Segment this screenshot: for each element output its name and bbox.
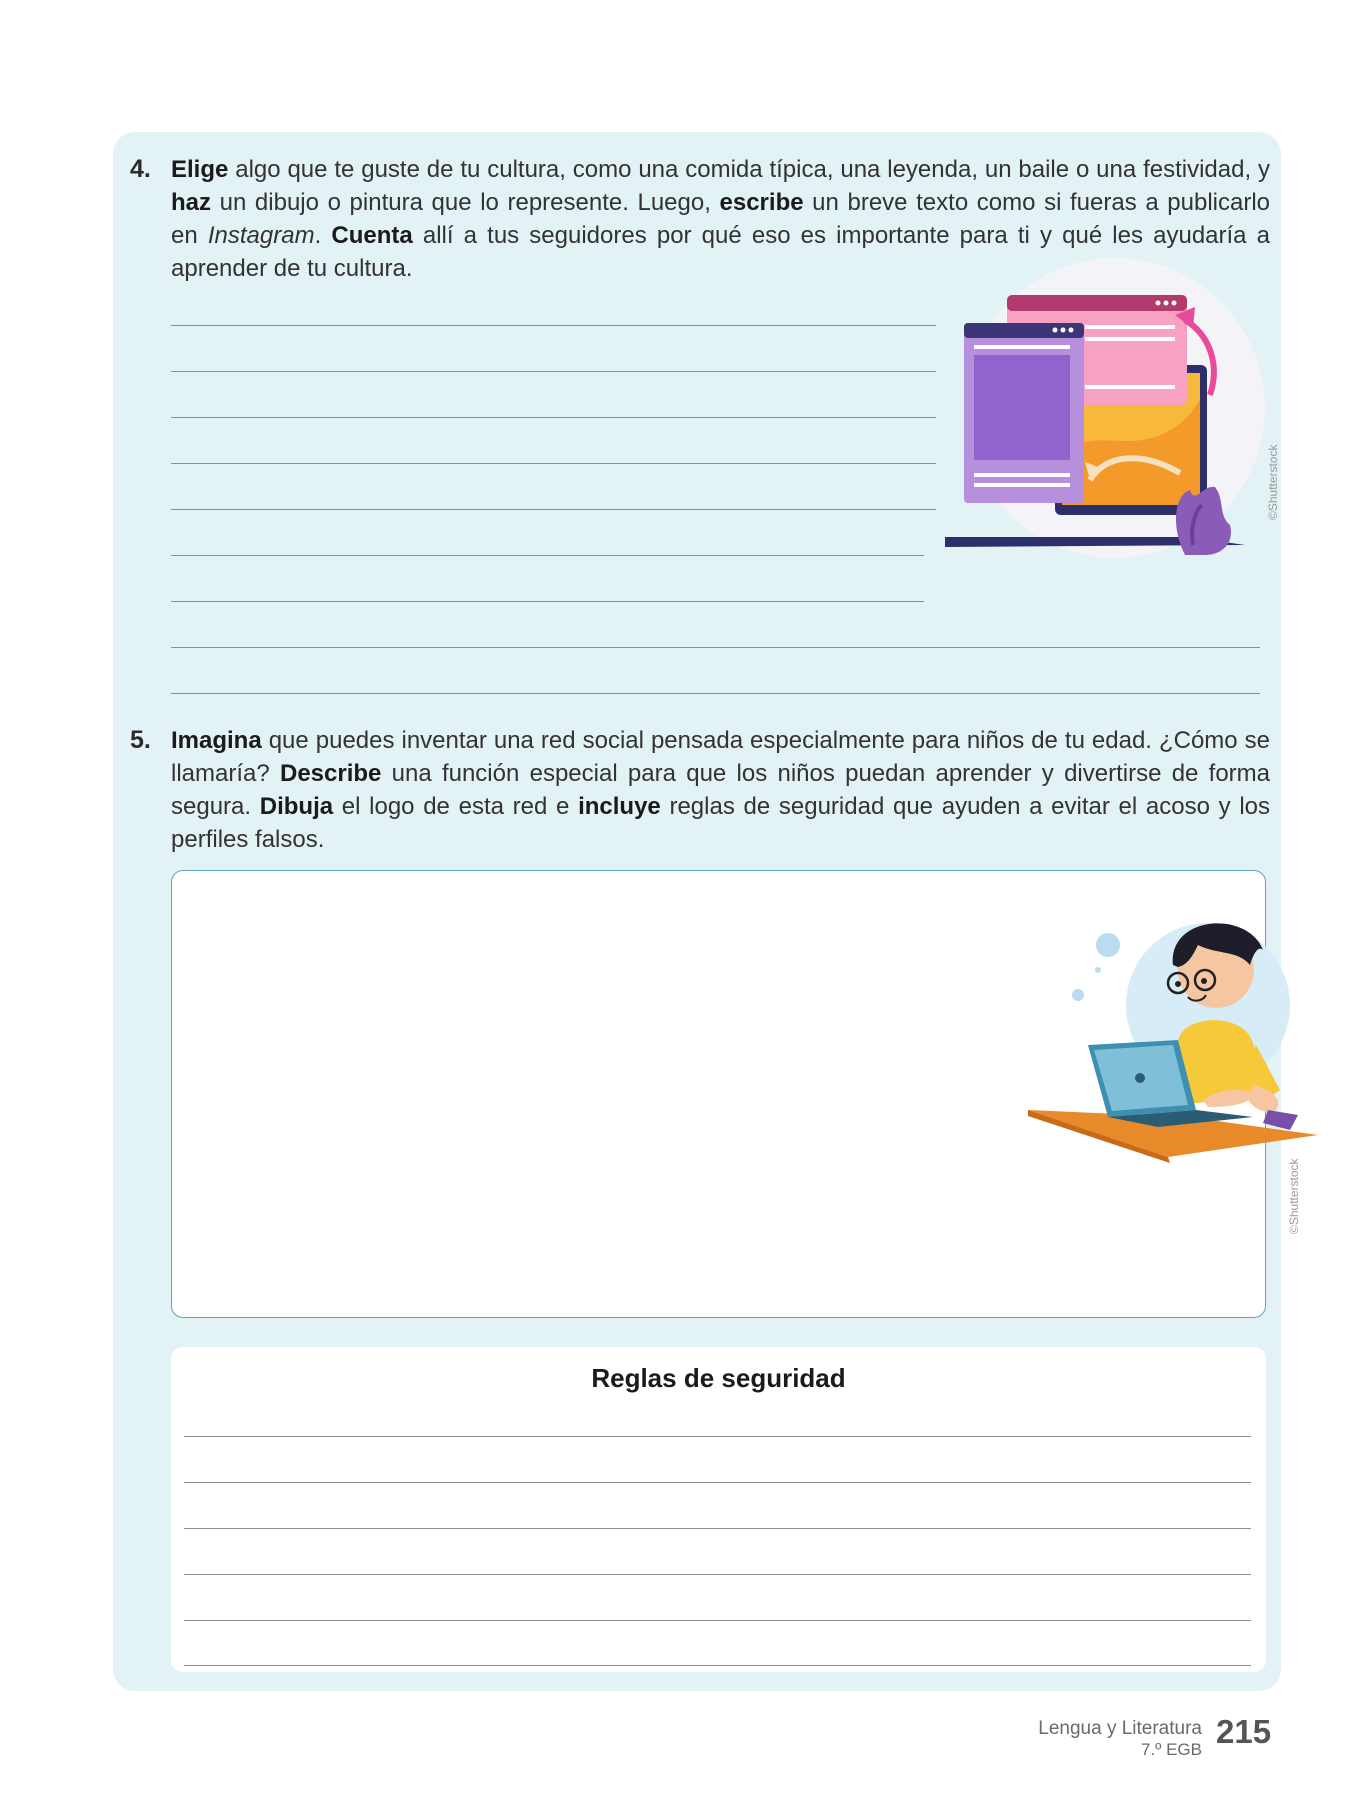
image-credit: ©Shutterstock — [1287, 1158, 1301, 1234]
writing-line[interactable] — [184, 1482, 1251, 1483]
page-number: 215 — [1216, 1713, 1272, 1750]
activity-5-number: 5. — [130, 726, 151, 754]
writing-line[interactable] — [171, 417, 936, 418]
laptop-social-windows-icon — [940, 255, 1280, 595]
footer-grade: 7.º EGB — [1140, 1740, 1202, 1759]
writing-line[interactable] — [171, 693, 1260, 694]
activity-4-instructions: Elige algo que te guste de tu cultura, como una comida típica, una leyenda, un baile o una festividad, y haz un dibujo o pintura que lo represente. Luego, escribe un breve texto como si fueras a publicarlo en Instagram. Cuenta allí a tus seguidores por qué eso es importante para ti y qué les ayudaría a aprender de tu cultura. — [171, 156, 1271, 282]
writing-line[interactable] — [171, 371, 936, 372]
boy-with-laptop-icon — [1028, 895, 1318, 1175]
writing-line[interactable] — [184, 1436, 1251, 1437]
footer-subject: Lengua y Literatura — [1038, 1718, 1202, 1739]
writing-line[interactable] — [171, 463, 936, 464]
writing-line[interactable] — [184, 1620, 1251, 1621]
image-credit: ©Shutterstock — [1266, 444, 1280, 520]
activity-4-number: 4. — [130, 155, 151, 183]
writing-line[interactable] — [171, 325, 936, 326]
safety-rules-title: Reglas de seguridad — [591, 1363, 846, 1393]
writing-line[interactable] — [171, 509, 936, 510]
writing-line[interactable] — [184, 1528, 1251, 1529]
safety-rules-box — [171, 1347, 1266, 1672]
writing-line[interactable] — [171, 555, 924, 556]
writing-line[interactable] — [171, 647, 1260, 648]
writing-line[interactable] — [171, 601, 924, 602]
writing-line[interactable] — [184, 1665, 1251, 1666]
activity-5-instructions: Imagina que puedes inventar una red social pensada especialmente para niños de tu edad. ¿Cómo se llamaría? Describe una función especial para que los niños puedan aprender y divertirse de forma segura. Dibuja el logo de esta red e incluye reglas de seguridad que ayuden a evitar el acoso y los perfiles falsos. — [171, 727, 1271, 853]
writing-line[interactable] — [184, 1574, 1251, 1575]
